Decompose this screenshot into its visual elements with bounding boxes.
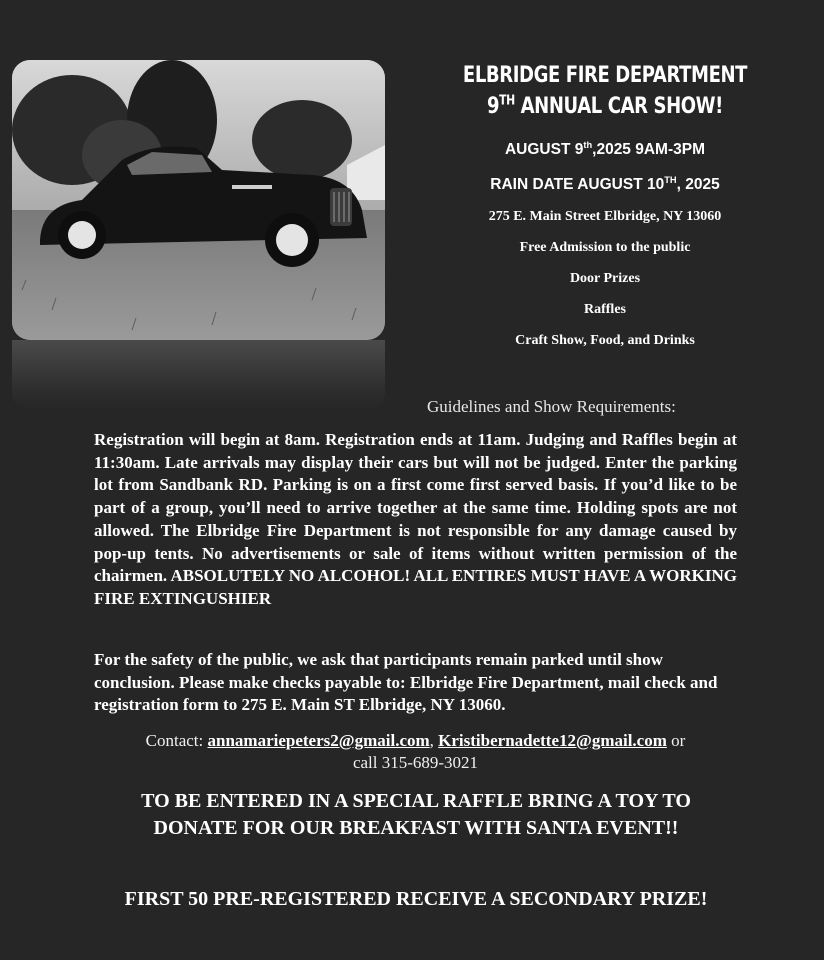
toy-raffle-notice: [60, 788, 772, 842]
rain-date-post: , 2025: [676, 176, 720, 193]
contact-phone: call 315-689-3021: [352, 753, 479, 772]
event-date-post: ,2025 9AM-3PM: [592, 141, 705, 158]
email-link-kristi[interactable]: Kristibernadette12@gmail.com: [438, 731, 667, 750]
event-header: [395, 60, 815, 351]
feature-raffles: Raffles: [584, 302, 626, 317]
car-illustration: [12, 60, 385, 340]
contact-or: or: [666, 731, 686, 750]
edition-rest: ANNUAL CAR SHOW!: [514, 94, 723, 119]
feature-admission: Free Admission to the public: [519, 240, 691, 255]
event-address: 275 E. Main Street Elbridge, NY 13060: [488, 209, 722, 224]
rain-date-sup: TH: [664, 174, 677, 185]
feature-craft-food: Craft Show, Food, and Drinks: [515, 333, 695, 348]
guidelines-heading: Guidelines and Show Requirements:: [427, 397, 676, 416]
edition-number: 9: [486, 94, 500, 119]
raffle-line2: DONATE FOR OUR BREAKFAST WITH SANTA EVENT!!: [153, 817, 679, 839]
rain-date: [395, 175, 815, 195]
event-title-line2: [433, 91, 777, 122]
event-title-line1: ELBRIDGE FIRE DEPARTMENT: [462, 63, 748, 88]
photo-reflection: [12, 340, 385, 410]
event-date-pre: AUGUST 9: [504, 141, 584, 158]
contact-info: [94, 730, 737, 774]
raffle-line1: TO BE ENTERED IN A SPECIAL RAFFLE BRING A TOY TO: [141, 790, 691, 812]
contact-separator: ,: [429, 731, 439, 750]
edition-suffix: TH: [499, 93, 515, 109]
feature-door-prizes: Door Prizes: [569, 271, 641, 286]
vintage-car-photo: [12, 60, 385, 340]
pre-registration-prize: FIRST 50 PRE-REGISTERED RECEIVE A SECONDARY PRIZE!: [124, 888, 708, 910]
email-link-annamarie[interactable]: annamariepeters2@gmail.com: [207, 731, 430, 750]
contact-label: Contact:: [145, 731, 208, 750]
event-date-sup: th: [583, 139, 593, 150]
safety-paragraph: For the safety of the public, we ask that participants remain parked until show conclusion. Please make checks payable to: Elbridge Fire Department, mail check and registration form to 275 E. Main ST Elbridge, NY 13060.: [94, 650, 718, 715]
guidelines-paragraph: Registration will begin at 8am. Registration ends at 11am. Judging and Raffles begin at 11:30am. Late arrivals may display their cars but will not be judged. Enter the parking lot from Sandbank RD. Parking is on a first come first served basis. If you’d like to be part of a group, you’ll need to arrive together at the same time. Holding spots are not allowed. The Elbridge Fire Department is not responsible for any damage caused by pop-up tents. No advertisements or sale of items without written permission of the chairmen. ABSOLUTELY NO ALCOHOL! ALL ENTIRES MUST HAVE A WORKING FIRE EXTINGUSHIER: [94, 430, 738, 608]
event-date: [395, 140, 815, 160]
rain-date-pre: RAIN DATE AUGUST 10: [490, 176, 665, 193]
